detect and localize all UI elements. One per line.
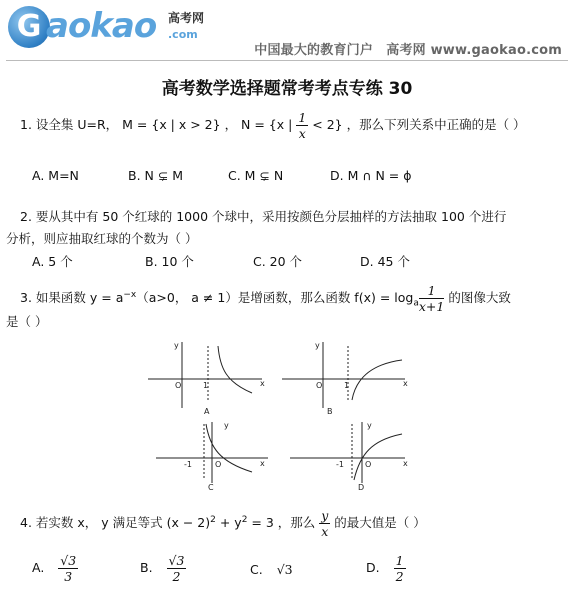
graph-b-x-label: x	[403, 379, 408, 388]
question-3-line2: 是（ ）	[6, 314, 48, 329]
graph-d	[290, 422, 405, 483]
graph-c-tick: -1	[184, 460, 192, 469]
q2-option-a: A. 5 个	[32, 254, 73, 269]
q4-option-a: A. $\frac{√3}{3}$	[32, 553, 77, 584]
q1-option-b: B. N ⊊ M	[128, 168, 184, 183]
gaokao-logo-cn: 高考网	[168, 11, 205, 25]
graph-b-tick: 1	[344, 381, 350, 390]
graph-a-origin: O	[175, 381, 182, 390]
q4-fraction: $\frac{y}{x}$	[321, 508, 329, 539]
graph-a	[148, 342, 262, 408]
graph-b-y-label: y	[315, 341, 320, 350]
question-4-stem: 4. 若实数 x， y 满足等式 $(x - 2)^2 + y^2 = 3$ ，那么 $\frac{y}{x}$ 的最大值是（ ）	[20, 508, 426, 539]
graph-a-tick: 1	[203, 381, 209, 390]
graph-d-x-label: x	[403, 459, 408, 468]
graph-a-x-label: x	[260, 379, 265, 388]
q4-option-b: B. $\frac{√3}{2}$	[140, 553, 185, 584]
graph-d-y-label: y	[367, 421, 372, 430]
graph-a-y-label: y	[174, 341, 179, 350]
q2-option-d: D. 45 个	[360, 254, 410, 269]
graph-b-origin: O	[316, 381, 323, 390]
header-divider	[6, 60, 568, 61]
q1-stem-tail: < 2} ，那么下列关系中正确的是（ ）	[308, 117, 526, 132]
q3-fraction: $\frac{1}{x+1}$	[418, 283, 445, 314]
gaokao-logo-word: aokao	[46, 6, 157, 46]
graph-c	[156, 422, 268, 483]
site-tagline: 中国最大的教育门户 高考网 www.gaokao.com	[254, 43, 562, 58]
q2-option-c: C. 20 个	[253, 254, 303, 269]
q2-option-b: B. 10 个	[145, 254, 194, 269]
graph-d-tick: -1	[336, 460, 344, 469]
q1-option-a: A. M=N	[32, 168, 79, 183]
graph-d-label: D	[358, 483, 365, 490]
question-2-line1: 2. 要从其中有 50 个红球的 1000 个球中，采用按颜色分层抽样的方法抽取 100 个进行	[20, 209, 507, 224]
graph-c-origin: O	[215, 460, 222, 469]
question-1-stem	[20, 110, 526, 141]
graph-c-x-label: x	[260, 459, 265, 468]
graph-c-label: C	[208, 483, 214, 490]
graph-a-label: A	[204, 407, 210, 416]
question-3-line1: 3. 如果函数 $y = a^{-x}(a>0$， a ≠ 1）是增函数，那么函数 $f(x) = \log_a$ $\frac{1}{x+1}$ 的图像大致	[20, 283, 511, 314]
q1-fraction: $\frac{1}{x}$	[298, 110, 307, 141]
graph-b	[282, 342, 405, 408]
graph-b-label: B	[327, 407, 333, 416]
q1-option-c: C. M ⊊ N	[228, 168, 284, 183]
graph-c-y-label: y	[224, 421, 229, 430]
q1-option-d: D. M ∩ N = ϕ	[330, 168, 412, 183]
question-2-line2: 分析，则应抽取红球的个数为（ ）	[6, 231, 198, 246]
q4-option-c: C. √3	[250, 562, 293, 577]
q4-option-d: D. $\frac{1}{2}$	[366, 553, 404, 584]
document-title: 高考数学选择题常考考点专练 30	[161, 79, 413, 99]
q3-graph-figure	[140, 338, 420, 490]
gaokao-logo-circle: G	[8, 6, 50, 48]
graph-d-origin: O	[365, 460, 372, 469]
q1-stem-text: 1. 设全集 U=R， M = {x | x > 2} ， N = {x |	[20, 117, 297, 132]
gaokao-logo-com: .com	[168, 28, 198, 41]
